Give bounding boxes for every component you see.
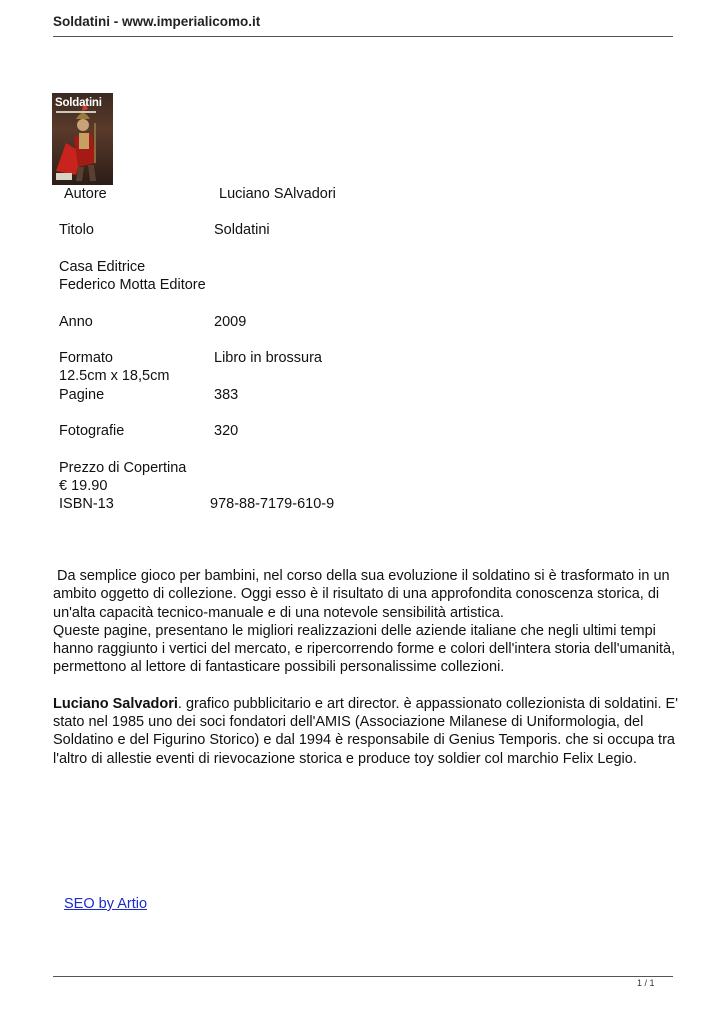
cover-title: Soldatini bbox=[55, 97, 102, 109]
fotografie-label: Fotografie bbox=[59, 423, 125, 439]
pagine-value: 383 bbox=[214, 387, 239, 403]
author-bio-paragraph bbox=[53, 695, 683, 768]
book-cover-image bbox=[52, 93, 113, 185]
paragraph-spacer bbox=[53, 677, 683, 695]
author-bio: . grafico pubblicitario e art director. è appassionato collezionista di soldatini. E' stato nel 1985 uno dei soci fondatori dell'AMIS (Associazione Milanese di Uniformologia, del Soldatino e del Figurino Storico) e dal 1994 è responsabile di Genius Temporis. che si occupa tra l'altro di allestie eventi di rievocazione storica e produce toy soldier col marchio Felix Legio. bbox=[53, 695, 678, 767]
description-paragraph-1: Da semplice gioco per bambini, nel corso della sua evoluzione il soldatino si è trasformato in un ambito oggetto di collezione. Oggi esso è il risultato di una approfondita conoscenza storica, di un'alta capacità tecnico-manuale e di una notevole sensibilità artistica. bbox=[53, 568, 674, 621]
autore-value: Luciano SAlvadori bbox=[219, 186, 336, 202]
page-header-title: Soldatini - www.imperialicomo.it bbox=[53, 14, 261, 29]
prezzo-value: € 19.90 bbox=[59, 478, 108, 494]
isbn-value: 978-88-7179-610-9 bbox=[210, 496, 335, 512]
isbn-label: ISBN-13 bbox=[59, 496, 114, 512]
pagine-label: Pagine bbox=[59, 387, 105, 403]
titolo-value: Soldatini bbox=[214, 222, 270, 238]
footer-divider bbox=[53, 976, 673, 977]
formato-size: 12.5cm x 18,5cm bbox=[59, 368, 170, 384]
titolo-label: Titolo bbox=[59, 222, 94, 238]
anno-label: Anno bbox=[59, 314, 93, 330]
cover-publisher-logo bbox=[56, 173, 72, 180]
author-name: Luciano Salvadori bbox=[53, 695, 178, 712]
seo-by-artio-link[interactable]: SEO by Artio bbox=[64, 896, 148, 912]
page-number: 1 / 1 bbox=[637, 978, 655, 988]
book-description bbox=[53, 567, 683, 768]
cover-subtitle-line bbox=[56, 111, 96, 113]
casa-editrice-label: Casa Editrice bbox=[59, 259, 146, 275]
prezzo-label: Prezzo di Copertina bbox=[59, 460, 187, 476]
autore-label: Autore bbox=[64, 186, 107, 202]
anno-value: 2009 bbox=[214, 314, 247, 330]
header-divider bbox=[53, 36, 673, 37]
casa-editrice-value: Federico Motta Editore bbox=[59, 277, 206, 293]
formato-value: Libro in brossura bbox=[214, 350, 322, 366]
fotografie-value: 320 bbox=[214, 423, 239, 439]
formato-label: Formato bbox=[59, 350, 113, 366]
description-paragraph-2: Queste pagine, presentano le migliori realizzazioni delle aziende italiane che negli ultimi tempi hanno raggiunto i vertici del mercato, e ripercorrendo forme e colori dell'intera storia dell'umanità, permettono al lettore di fantasticare possibili personalissime collezioni. bbox=[53, 622, 676, 676]
